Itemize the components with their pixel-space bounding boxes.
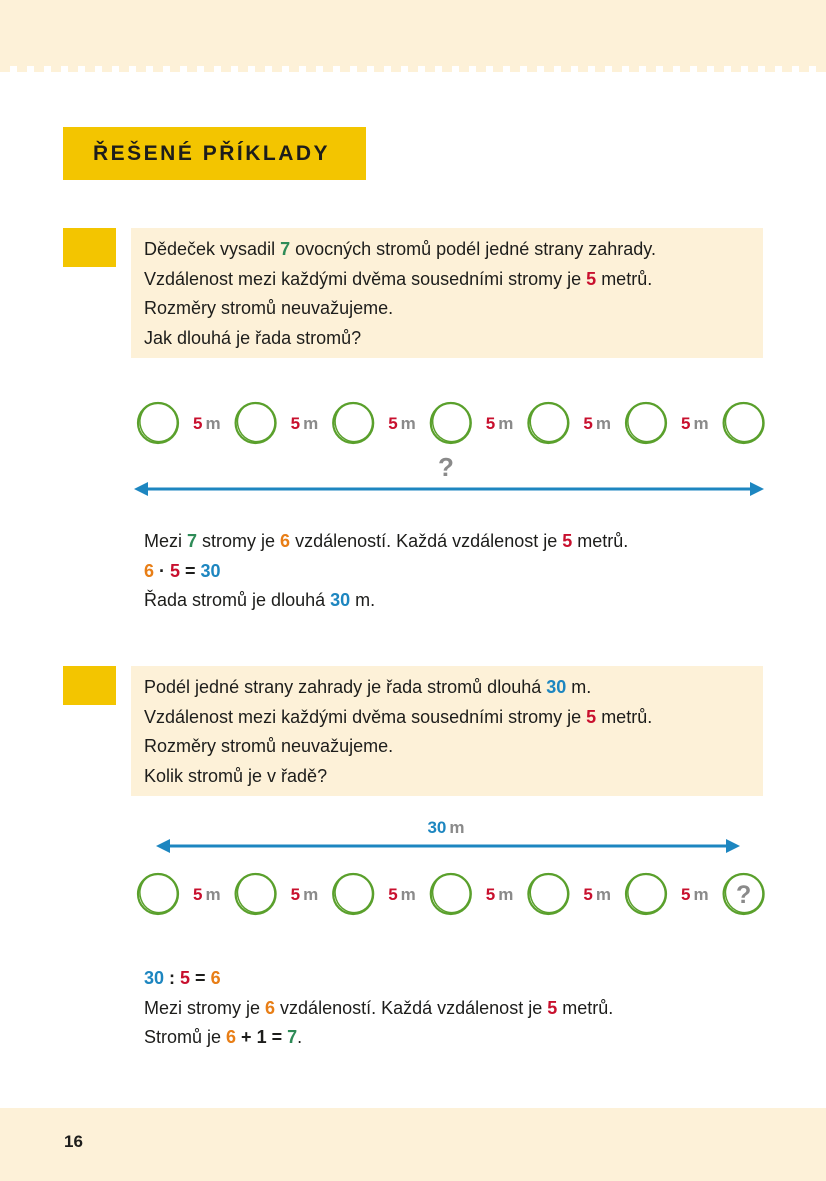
length-arrow — [134, 482, 764, 496]
solution-equation — [144, 964, 613, 994]
tree-icon — [232, 869, 279, 918]
text: Vzdálenost mezi každými dvěma sousedními stromy je — [144, 268, 587, 289]
text: vzdáleností. Každá vzdálenost je — [275, 997, 548, 1018]
solution-line — [144, 527, 628, 557]
operator: · — [154, 560, 171, 581]
example-2-solution — [144, 964, 613, 1053]
example-1-solution — [144, 527, 628, 616]
text: vzdáleností. Každá vzdálenost je — [290, 531, 563, 551]
tree-icon — [428, 398, 475, 447]
tree-count: 7 — [187, 531, 198, 551]
text: Dědeček vysadil — [144, 239, 281, 259]
addend: 1 — [256, 1027, 267, 1047]
divisor: 5 — [180, 968, 191, 988]
text: Řada stromů je dlouhá — [144, 590, 331, 610]
gap-label: 5 m — [583, 885, 611, 904]
solution-line — [144, 586, 628, 616]
gap-label: 5 m — [681, 885, 709, 904]
dividend: 30 — [144, 968, 165, 988]
operator: + — [236, 1027, 257, 1047]
gap-label: 5 m — [681, 414, 709, 433]
gap-label: 5 m — [485, 414, 514, 433]
total-length: 30 — [546, 677, 567, 697]
text: m. — [566, 677, 592, 697]
equals-sign: = — [266, 1027, 288, 1047]
top-dashed-edge — [0, 63, 826, 72]
total-length: 30 — [330, 590, 351, 610]
gap-label: 5 m — [388, 885, 416, 904]
question-mark: ? — [735, 881, 752, 909]
task-line — [144, 673, 763, 703]
bottom-band — [0, 1108, 826, 1181]
result: 6 — [210, 968, 221, 988]
text: ovocných stromů podél jedné strany zahrady. — [290, 239, 656, 259]
solution-equation — [144, 557, 628, 587]
text: metrů. — [596, 268, 653, 289]
text: Mezi stromy je — [144, 997, 266, 1018]
equals-sign: = — [180, 560, 201, 581]
tree-icon — [135, 398, 182, 447]
tree-icon — [720, 398, 767, 447]
gap-value: 5 — [586, 268, 597, 289]
page-number: 16 — [64, 1132, 83, 1151]
addend: 6 — [226, 1027, 237, 1047]
equals-sign: = — [190, 968, 211, 988]
example-1-diagram — [0, 390, 826, 510]
example-1-task — [131, 228, 763, 358]
question-mark: ? — [438, 452, 454, 482]
tree-icon — [525, 398, 572, 447]
tree-icon — [428, 869, 475, 918]
total-length-label: 30 m — [427, 818, 465, 837]
tree-count: 7 — [287, 1027, 298, 1047]
tree-icon — [623, 398, 670, 447]
example-2-task — [131, 666, 763, 796]
gap-label: 5 m — [583, 414, 611, 433]
task-line: Jak dlouhá je řada stromů? — [144, 327, 362, 348]
example-1-marker — [63, 228, 116, 267]
text: Vzdálenost mezi každými dvěma sousedními stromy je — [144, 706, 587, 727]
task-line: Rozměry stromů neuvažujeme. — [144, 298, 394, 318]
tree-icon — [525, 869, 572, 918]
factor: 6 — [144, 560, 155, 581]
gap-count: 6 — [280, 531, 291, 551]
gap-value: 5 — [562, 531, 573, 551]
tree-icon — [135, 869, 182, 918]
gap-label: 5 m — [485, 885, 514, 904]
top-band — [0, 0, 826, 66]
example-2-diagram — [0, 810, 826, 920]
tree-count: 7 — [280, 239, 291, 259]
tree-icon — [720, 869, 767, 918]
tree-icon — [330, 398, 377, 447]
text: stromy je — [197, 531, 281, 551]
gap-label: 5 m — [290, 414, 319, 433]
tree-icon — [623, 869, 670, 918]
factor: 5 — [170, 560, 181, 581]
gap-count: 6 — [265, 997, 276, 1018]
task-line — [144, 235, 763, 265]
tree-icon — [232, 398, 279, 447]
gap-label: 5 m — [388, 414, 416, 433]
task-line — [144, 703, 763, 733]
text: . — [297, 1027, 303, 1047]
text: metrů. — [557, 997, 614, 1018]
task-line: Rozměry stromů neuvažujeme. — [144, 736, 394, 756]
text: m. — [350, 590, 376, 610]
tree-icon — [330, 869, 377, 918]
text: Stromů je — [144, 1027, 227, 1047]
gap-label: 5 m — [193, 885, 221, 904]
gap-label: 5 m — [193, 414, 221, 433]
operator: : — [164, 968, 181, 988]
section-title: ŘEŠENÉ PŘÍKLADY — [63, 127, 366, 180]
gap-value: 5 — [586, 706, 597, 727]
task-line: Kolik stromů je v řadě? — [144, 765, 328, 786]
text: Podél jedné strany zahrady je řada stromů dlouhá — [144, 677, 547, 697]
example-2-marker — [63, 666, 116, 705]
gap-label: 5 m — [290, 885, 319, 904]
length-arrow — [156, 839, 740, 853]
text: Mezi — [144, 531, 188, 551]
result: 30 — [200, 560, 221, 581]
solution-line — [144, 994, 613, 1024]
solution-equation — [144, 1023, 613, 1053]
gap-value: 5 — [547, 997, 558, 1018]
task-line — [144, 265, 763, 295]
text: metrů. — [572, 531, 629, 551]
text: metrů. — [596, 706, 653, 727]
